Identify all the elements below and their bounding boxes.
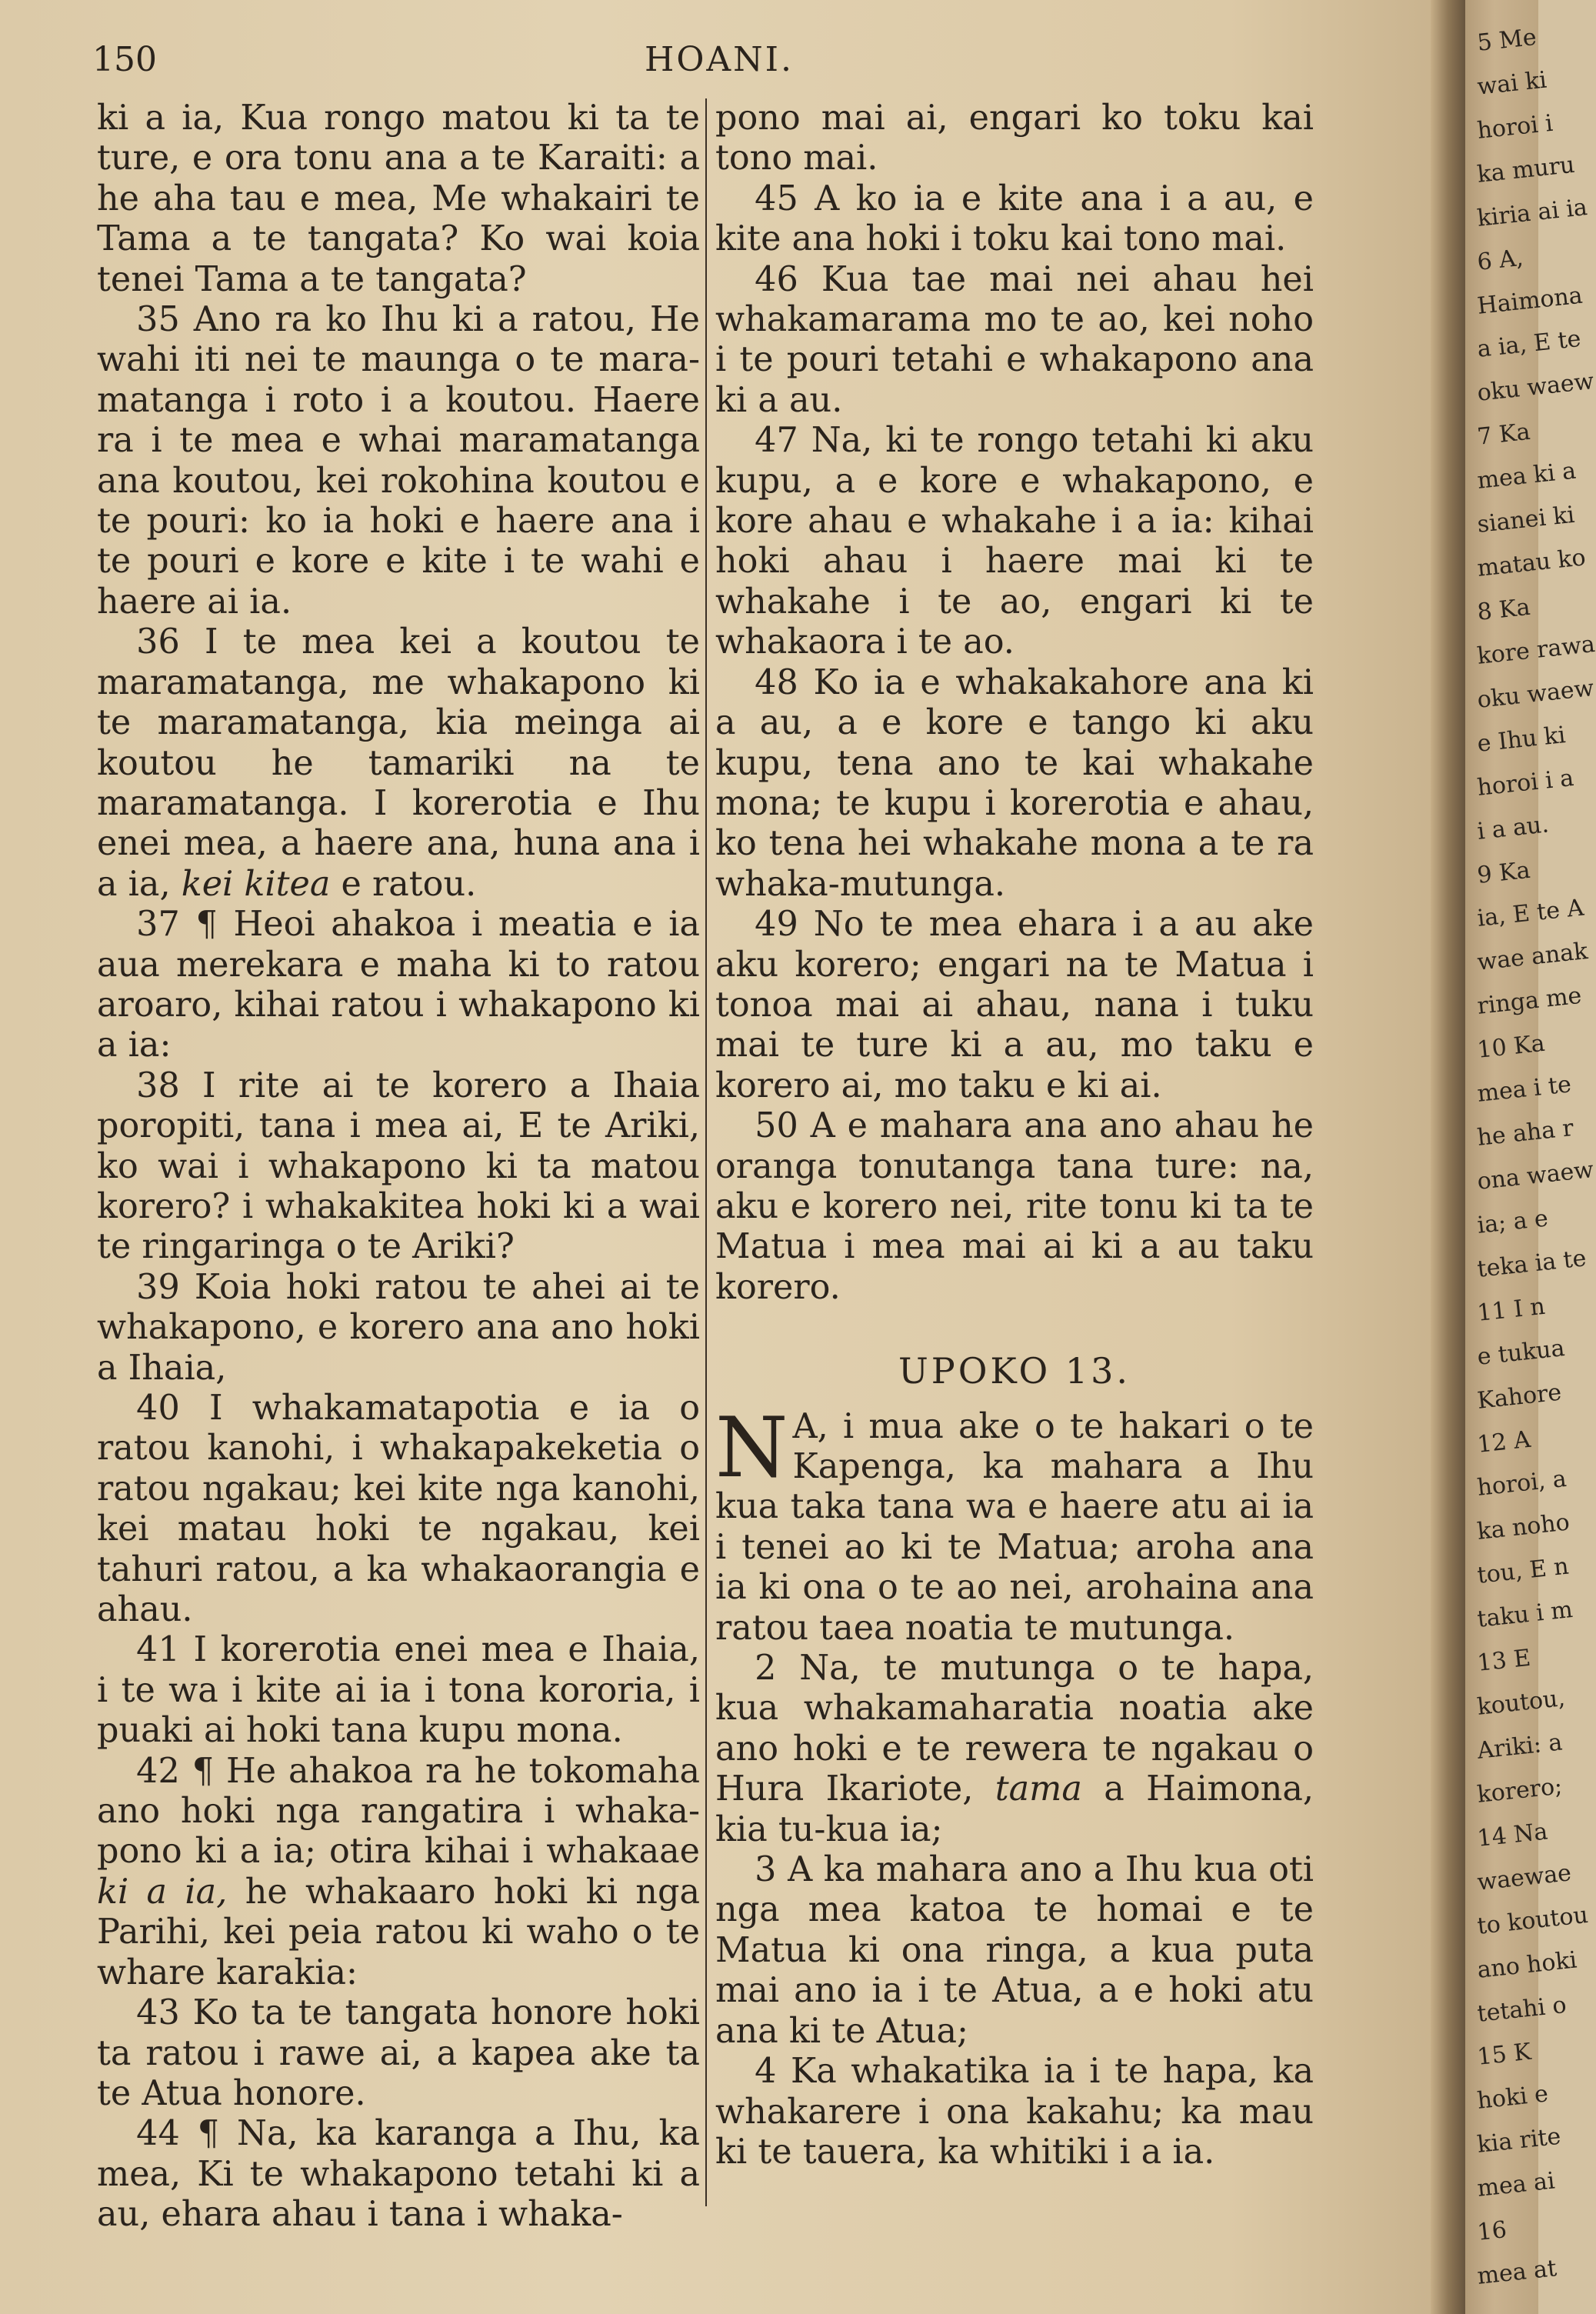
italic-text: ki a ia, [97,1872,228,1912]
edge-fragment: ka muru [1475,151,1576,188]
edge-fragment: ringa me [1475,982,1583,1021]
left-column [97,98,700,2236]
edge-fragment: hoki e [1475,2080,1550,2116]
edge-fragment: wae anak [1475,938,1589,977]
edge-fragment: he aha r [1475,1114,1575,1152]
edge-fragment: e tukua [1475,1334,1566,1371]
edge-fragment: 12 A [1475,1425,1532,1459]
edge-fragment: i a au. [1475,810,1551,845]
edge-fragment: tou, E n [1475,1552,1571,1590]
edge-fragment: 14 Na [1475,1818,1549,1852]
page-number: 150 [92,40,157,79]
verse-50: 50 A e mahara ana ano ahau he oranga tonutanga tana ture: na, aku e korero nei, rite tonu ki ta te Matua i mea mai ai ki a au taku korero. [715,1106,1314,1307]
edge-fragment: horoi i [1475,109,1554,145]
edge-fragment: Ariki: a [1475,1729,1564,1765]
verse-1 [715,1399,1314,1649]
verse-36 [97,622,700,905]
verse-47: 47 Na, ki te rongo tetahi ki aku kupu, a e kore e whakapono, e kore ahau e whakahe i a ia: kihai hoki ahau i haere mai ki te whakahe i te ao, engari ki te whakaora i te ao. [715,421,1314,662]
verse-35: 35 Ano ra ko Ihu ki a ratou, He wahi iti nei te maunga o te mara-matanga i roto i a koutou. Haere ra i te mea e whai maramatanga ana koutou, kei rokohina koutou e te pouri: ko ia hoki e haere ana i te pouri e kore e kite i te wahi e haere ai ia. [97,300,700,622]
edge-fragment: ano hoki [1475,1946,1578,1984]
edge-fragment: 10 Ka [1475,1030,1547,1065]
edge-fragment: a ia, E te [1475,325,1583,364]
edge-fragment: ia; a e [1475,1205,1550,1239]
edge-fragment: oku waew [1475,368,1595,408]
chapter-heading: UPOKO 13. [898,1350,1131,1392]
edge-fragment: wai ki [1475,66,1548,101]
verse-48: 48 Ko ia e whakakahore ana ki a au, a e kore e tango ki aku kupu, tena ano te kai whakahe mona; te kupu i korerotia e ahau, ko tena hei whakahe mona a te ra whaka-mutunga. [715,662,1314,904]
edge-fragment: horoi i a [1475,764,1575,802]
edge-fragment: Haimona [1475,282,1584,320]
edge-fragment: 13 E [1475,1644,1532,1677]
verse-text: 36 I te mea kei a koutou te maramatanga, me whakapono ki te maramatanga, kia meinga ai koutou he tamariki na te maramatanga. I korerotia e Ihu enei mea, a haere ana, huna ana i a ia, [97,622,700,904]
edge-fragment: 16 [1475,2216,1508,2246]
verse-text: pono mai ai, engari ko toku kai tono mai. [715,98,1314,178]
verse-text: 2 Na, te mutunga o te hapa, kua whakamaharatia noatia ake ano hoki e te rewera te ngakau o Hura Ikariote, [715,1649,1314,1809]
edge-fragment: ona waew [1475,1156,1595,1195]
edge-fragment: kore rawa [1475,630,1596,670]
verse-44: 44 ¶ Na, ka karanga a Ihu, ka mea, Ki te whakapono tetahi ki a au, ehara ahau i tana i whaka- [97,2114,700,2235]
italic-text: kei kitea [181,864,331,904]
verse-text: e ratou. [330,864,477,904]
edge-fragment: to koutou [1475,1901,1590,1940]
verse-41: 41 I korerotia enei mea e Ihaia, i te wa i kite ai ia i tona kororia, i puaki ai hoki tana kupu mona. [97,1630,700,1751]
verse-2 [715,1649,1314,1850]
edge-fragment: mea ai [1475,2167,1557,2203]
edge-fragment: mea at [1475,2255,1558,2290]
edge-fragment: mea ki a [1475,457,1578,495]
verse-3: 3 A ka mahara ano a Ihu kua oti nga mea katoa te homai e te Matua ki ona ringa, a kua puta mai ano ia i te Atua, a e hoki atu ana ki te Atua; [715,1850,1314,2051]
edge-fragment: teka ia te [1475,1244,1588,1283]
edge-fragment: oku waew [1475,674,1595,714]
verse-46: 46 Kua tae mai nei ahau hei whakamarama mo te ao, kei noho i te pouri tetahi e whakapono ana ki a au. [715,259,1314,420]
edge-fragment: koutou, [1475,1685,1567,1721]
verse-38: 38 I rite ai te korero a Ihaia poropiti, tana i mea ai, E te Ariki, ko wai i whakapono ki ta matou korero? i whakakitea hoki ki a wai te ringaringa o te Ariki? [97,1065,700,1267]
verse-42 [97,1752,700,1993]
edge-fragment: 11 I n [1475,1292,1547,1327]
edge-fragment: ka noho [1475,1509,1571,1546]
edge-fragment: tetahi o [1475,1991,1568,2028]
verse-37: 37 ¶ Heoi ahakoa i meatia e ia aua merekara e maha ki to ratou aroaro, kihai ratou i whakapono ki a ia: [97,905,700,1065]
edge-fragment: sianei ki [1475,501,1576,538]
edge-fragment: waewae [1475,1859,1573,1896]
verse-4: 4 Ka whakatika ia i te hapa, ka whakarere i ona kakahu; ka mau ki te tauera, ka whitiki i a ia. [715,2052,1314,2172]
edge-fragment: ia, E te A [1475,894,1585,933]
verse-39: 39 Koia hoki ratou te ahei ai te whakapono, e korero ana ano hoki a Ihaia, [97,1267,700,1388]
edge-fragment: matau ko [1475,544,1588,582]
verse-text: a Haimona, kia tu-kua ia; [715,1769,1314,1849]
edge-fragment: 5 Me [1475,23,1538,57]
book-gutter [1431,0,1469,2314]
drop-cap: N [715,1399,788,1496]
edge-fragment: horoi, a [1475,1465,1568,1502]
verse-text: ki a ia, Kua rongo matou ki ta te ture, e ora tonu ana a te Karaiti: a he aha tau e mea, Me whakairi te Tama a te tangata? Ko wai koia tenei Tama a te tangata? [97,98,700,299]
edge-fragment: 9 Ka [1475,856,1532,889]
italic-text: tama [995,1769,1082,1809]
edge-fragment: 8 Ka [1475,593,1532,626]
edge-fragment: korero; [1475,1772,1564,1809]
edge-fragment: taku i m [1475,1596,1574,1634]
right-column [715,98,1314,2172]
verse-49: 49 No te mea ehara i a au ake aku korero; engari na te Matua i tonoa mai ai ahau, nana i tuku mai te ture ki a au, mo taku e korero ai, mo taku e ki ai. [715,905,1314,1105]
edge-fragment: kia rite [1475,2122,1562,2159]
verse-text: 42 ¶ He ahakoa ra he tokomaha ano hoki nga rangatira i whaka-pono ki a ia; otira kihai i whakaae [97,1751,700,1872]
verse-text: he whakaaro hoki ki nga Parihi, kei peia ratou ki waho o te whare karakia: [97,1872,700,1992]
column-rule [705,98,707,2206]
running-head [92,40,1346,86]
verse-text: A, i mua ake o te hakari o te Kapenga, ka mahara a Ihu kua taka tana wa e haere atu ai ia i tenei ao ki te Matua; aroha ana ia ki ona o te ao nei, arohaina ana ratou taea noatia te mutunga. [715,1406,1314,1648]
edge-fragment: mea i te [1475,1071,1573,1108]
edge-fragment: 6 A, [1475,244,1525,276]
verse-40: 40 I whakamatapotia e ia o ratou kanohi, i whakapakeketia o ratou ngakau; kei kite nga kanohi, kei matau hoki te ngakau, kei tahuri ratou, a ka whakaorangia e ahau. [97,1389,700,1630]
edge-fragment: kiria ai ia [1475,193,1589,232]
verse-43: 43 Ko ta te tangata honore hoki ta ratou i rawe ai, a kapea ake ta te Atua honore. [97,1993,700,2113]
edge-fragment: 15 K [1475,2039,1533,2072]
edge-fragment: e Ihu ki [1475,721,1568,758]
verse-45: 45 A ko ia e kite ana i a au, e kite ana hoki i toku kai tono mai. [715,178,1314,259]
edge-fragment: Kahore [1475,1379,1563,1415]
next-page-edge [1465,0,1596,2314]
edge-fragment: 7 Ka [1475,418,1532,452]
book-title: HOANI. [644,40,795,79]
